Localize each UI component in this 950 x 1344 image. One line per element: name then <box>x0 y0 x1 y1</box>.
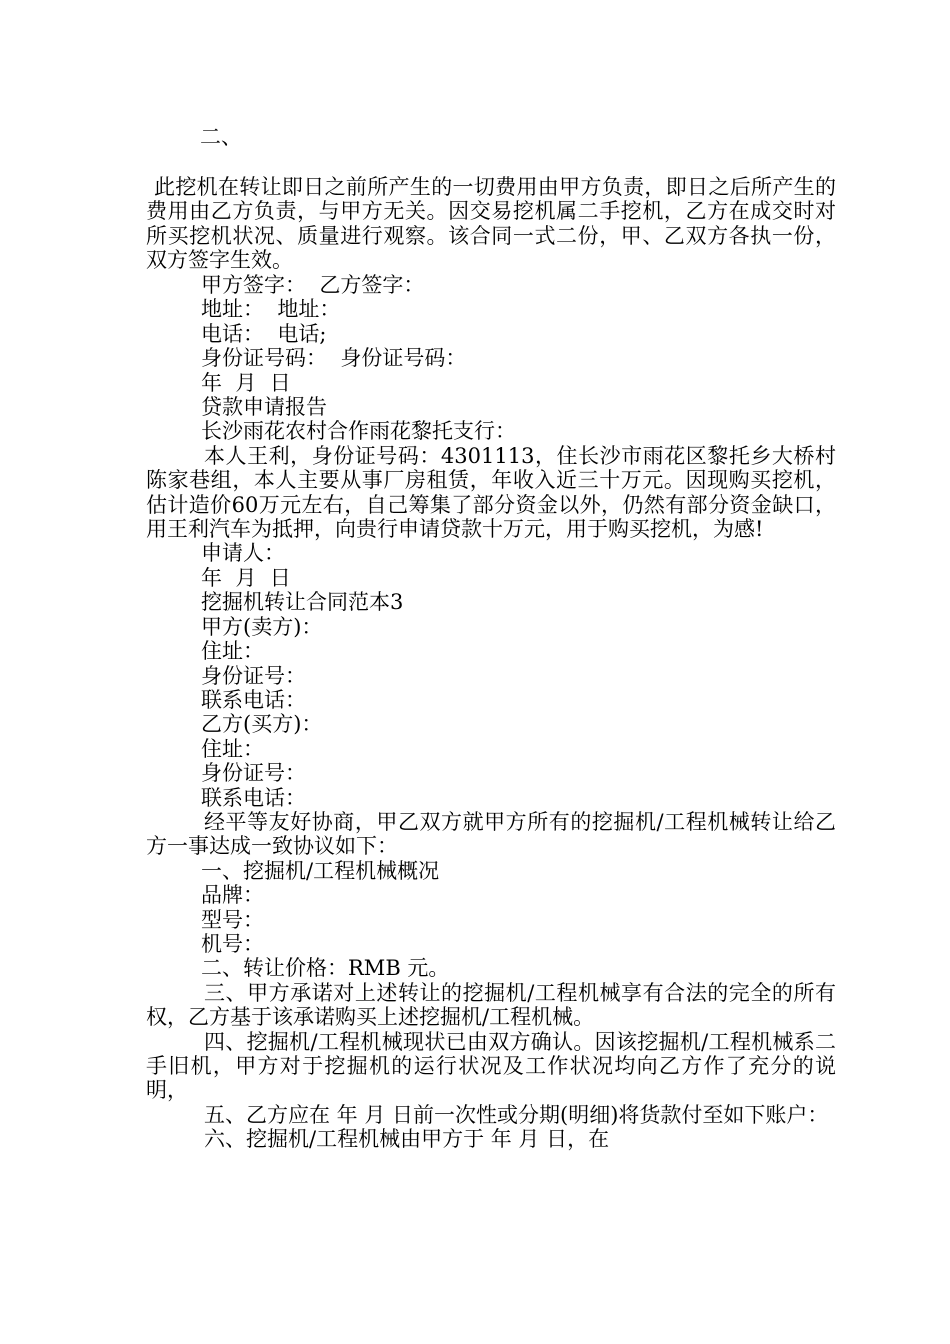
fees-paragraph: 此挖机在转让即日之前所产生的一切费用由甲方负责，即日之后所产生的费用由乙方负责，与甲方无关。因交易挖机属二手挖机，乙方在成交时对所买挖机状况、质量进行观察。该合同一式二份，甲、乙双方各执一份，双方签字生效。 <box>146 175 836 273</box>
main-body <box>146 273 836 1152</box>
section-1-heading: 一、挖掘机/工程机械概况 <box>201 858 440 883</box>
party-a-id: 身份证号： <box>201 663 306 688</box>
applicant-line: 申请人： <box>201 541 285 566</box>
party-b-phone: 联系电话： <box>201 785 306 810</box>
party-b-id: 身份证号： <box>201 761 306 786</box>
loan-report-title: 贷款申请报告 <box>201 395 327 420</box>
party-b-label: 乙方(买方)： <box>201 712 323 737</box>
bank-addressee: 长沙雨花农村合作雨花黎托支行： <box>201 419 516 444</box>
phone-line: 电话： 电话; <box>201 321 327 346</box>
party-a-address: 住址： <box>201 639 264 664</box>
fees-paragraph-block <box>146 175 836 273</box>
id-number-line: 身份证号码： 身份证号码： <box>201 346 467 371</box>
address-line: 地址： 地址： <box>201 297 341 322</box>
section-4-paragraph: 四、挖掘机/工程机械现状已由双方确认。因该挖掘机/工程机械系二手旧机，甲方对于挖掘机的运行状况及工作状况均向乙方作了充分的说明， <box>146 1029 836 1103</box>
loan-body-paragraph: 本人王利，身份证号码：4301113，住长沙市雨花区黎托乡大桥村陈家巷组，本人主要从事厂房租赁，年收入近三十万元。因现购买挖机，估计造价60万元左右，自己筹集了部分资金以外，仍然有部分资金缺口，用王利汽车为抵押，向贵行申请贷款十万元，用于购买挖机，为感! <box>146 443 836 542</box>
agreement-paragraph: 经平等友好协商，甲乙双方就甲方所有的挖掘机/工程机械转让给乙方一事达成一致协议如下： <box>146 809 836 859</box>
section-2-price: 二、转让价格：RMB 元。 <box>201 956 450 981</box>
section-5-paragraph: 五、乙方应在 年 月 日前一次性或分期(明细)将货款付至如下账户： <box>204 1102 829 1127</box>
date-line: 年 月 日 <box>201 370 291 395</box>
model-field: 型号： <box>201 907 264 932</box>
contract-title: 挖掘机转让合同范本3 <box>201 590 404 615</box>
machine-number-field: 机号： <box>201 931 264 956</box>
party-b-address: 住址： <box>201 736 264 761</box>
date-line: 年 月 日 <box>201 565 291 590</box>
section-heading: 二、 <box>200 125 242 149</box>
section-6-paragraph: 六、挖掘机/工程机械由甲方于 年 月 日，在 <box>204 1127 610 1152</box>
party-a-phone: 联系电话： <box>201 687 306 712</box>
party-a-label: 甲方(卖方)： <box>201 614 323 639</box>
brand-field: 品牌： <box>201 883 264 908</box>
section-3-paragraph: 三、甲方承诺对上述转让的挖掘机/工程机械享有合法的完全的所有权，乙方基于该承诺购买上述挖掘机/工程机械。 <box>146 980 836 1030</box>
signature-line: 甲方签字： 乙方签字： <box>201 273 425 297</box>
